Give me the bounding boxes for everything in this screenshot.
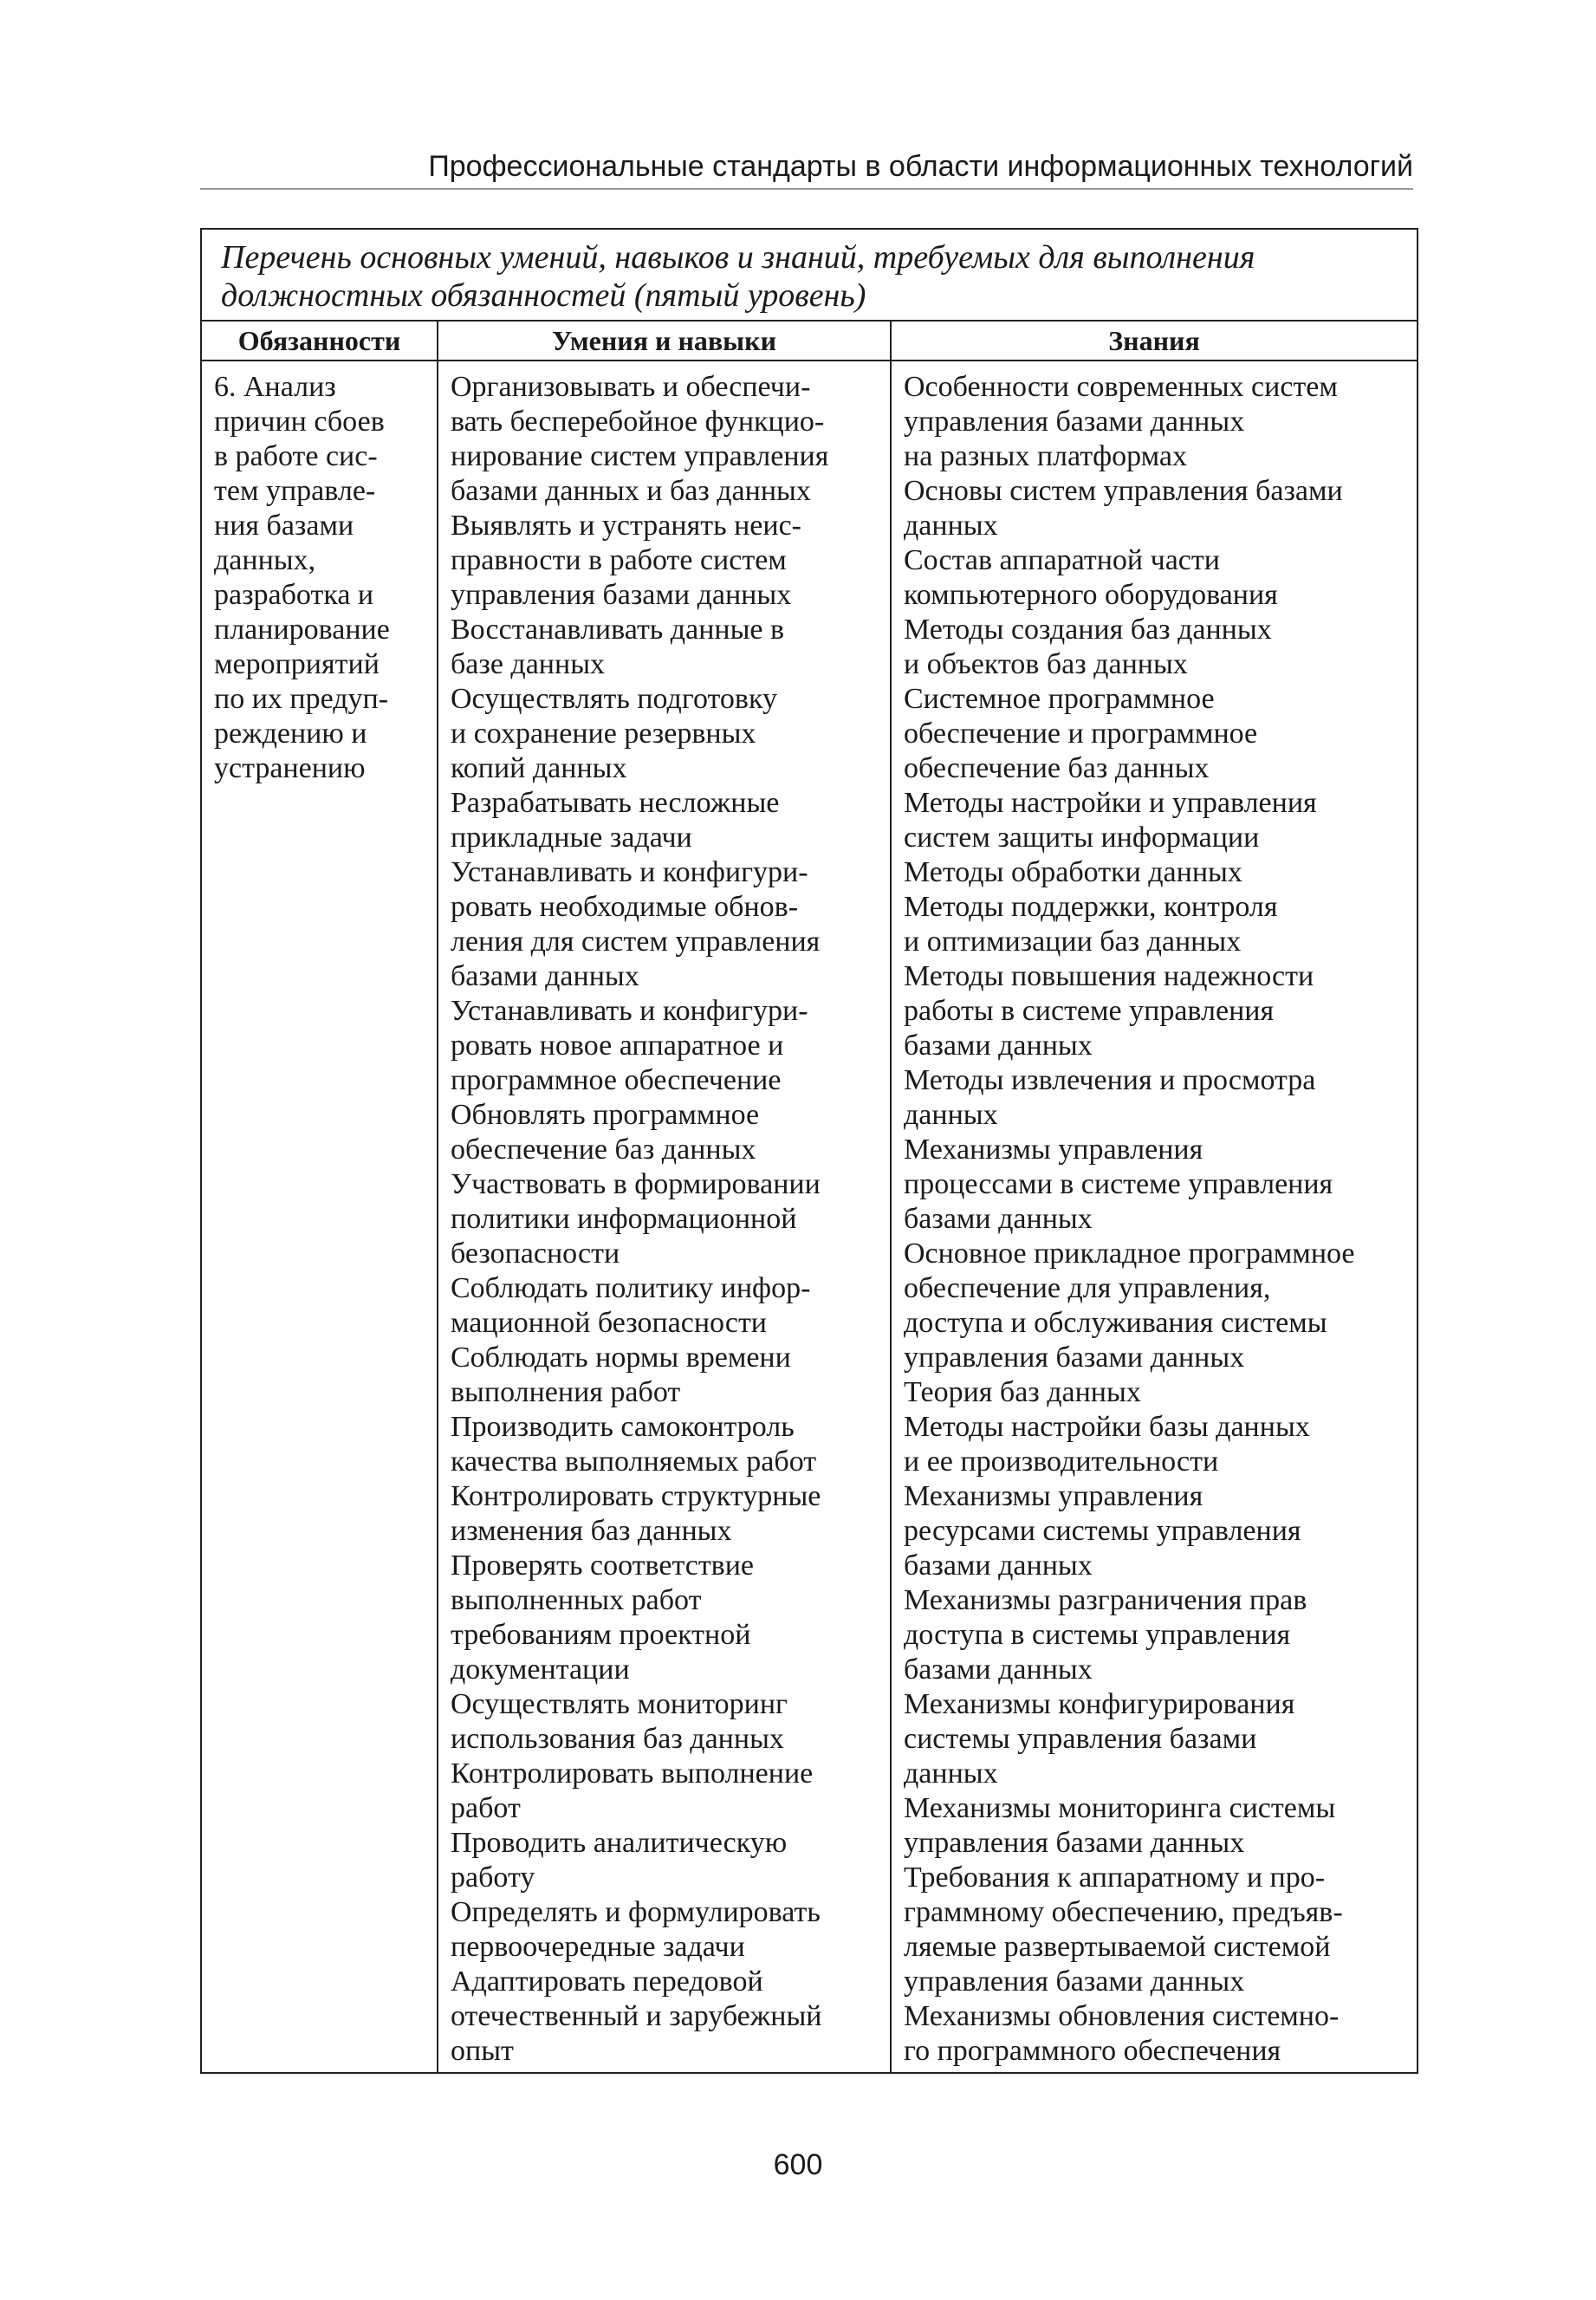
knowledge-line: Основы систем управления базами bbox=[904, 475, 1343, 507]
duties-line: реждению и bbox=[214, 718, 367, 750]
knowledge-line: данных bbox=[904, 1757, 998, 1790]
skills-line: выполнения работ bbox=[451, 1376, 681, 1408]
knowledge-line: ляемые развертываемой системой bbox=[904, 1931, 1331, 1963]
skills-line: Адаптировать передовой bbox=[451, 1965, 763, 1998]
header-skills: Умения и навыки bbox=[438, 321, 891, 361]
knowledge-line: ресурсами системы управления bbox=[904, 1515, 1301, 1547]
knowledge-line: управления базами данных bbox=[904, 406, 1245, 438]
knowledge-line: Механизмы управления bbox=[904, 1134, 1203, 1166]
skills-line: Соблюдать политику инфор- bbox=[451, 1272, 811, 1304]
skills-line: Контролировать выполнение bbox=[451, 1757, 814, 1790]
knowledge-line: систем защиты информации bbox=[904, 822, 1260, 854]
skills-line: опыт bbox=[451, 2035, 514, 2067]
duties-line: по их предуп- bbox=[214, 683, 389, 715]
skills-line: и сохранение резервных bbox=[451, 718, 756, 750]
knowledge-line: системы управления базами bbox=[904, 1723, 1257, 1755]
knowledge-line: Методы поддержки, контроля bbox=[904, 891, 1278, 923]
knowledge-line: доступа в системы управления bbox=[904, 1619, 1291, 1651]
running-header: Профессиональные стандарты в области информационных технологий bbox=[428, 150, 1413, 183]
knowledge-line: работы в системе управления bbox=[904, 995, 1275, 1027]
caption-line: должностных обязанностей (пятый уровень) bbox=[221, 277, 866, 314]
skills-line: Определять и формулировать bbox=[451, 1896, 821, 1928]
knowledge-line: компьютерного оборудования bbox=[904, 579, 1278, 611]
knowledge-line: базами данных bbox=[904, 1030, 1093, 1062]
duties-line: тем управле- bbox=[214, 475, 376, 507]
knowledge-line: управления базами данных bbox=[904, 1342, 1245, 1374]
skills-line: Осуществлять подготовку bbox=[451, 683, 778, 715]
skills-line: Контролировать структурные bbox=[451, 1480, 821, 1512]
header-row bbox=[201, 321, 1418, 361]
knowledge-line: Требования к аппаратному и про- bbox=[904, 1861, 1326, 1894]
duties-line: мероприятий bbox=[214, 648, 380, 680]
knowledge-line: базами данных bbox=[904, 1203, 1093, 1235]
header-duties: Обязанности bbox=[201, 321, 438, 361]
knowledge-line: Основное прикладное программное bbox=[904, 1238, 1355, 1270]
duties-line: в работе сис- bbox=[214, 440, 378, 472]
skills-line: прикладные задачи bbox=[451, 822, 692, 854]
knowledge-line: процессами в системе управления bbox=[904, 1168, 1333, 1200]
duties-line: ния базами bbox=[214, 510, 354, 542]
skills-line: ления для систем управления bbox=[451, 926, 821, 958]
knowledge-line: Механизмы обновления системно- bbox=[904, 2000, 1340, 2032]
knowledge-line: доступа и обслуживания системы bbox=[904, 1307, 1327, 1339]
header-knowledge: Знания bbox=[891, 321, 1418, 361]
skills-line: правности в работе систем bbox=[451, 544, 787, 576]
knowledge-line: Методы извлечения и просмотра bbox=[904, 1064, 1316, 1096]
duties-line: разработка и bbox=[214, 579, 374, 611]
knowledge-line: Методы повышения надежности bbox=[904, 960, 1314, 992]
skills-line: Участвовать в формировании bbox=[451, 1168, 821, 1200]
knowledge-line: на разных платформах bbox=[904, 440, 1187, 472]
knowledge-line: Методы обработки данных bbox=[904, 856, 1242, 888]
skills-line: ровать новое аппаратное и bbox=[451, 1030, 784, 1062]
skills-line: Организовывать и обеспечи- bbox=[451, 371, 811, 403]
skills-line: мационной безопасности bbox=[451, 1307, 768, 1339]
duties-cell bbox=[201, 361, 438, 2073]
skills-line: качества выполняемых работ bbox=[451, 1446, 817, 1478]
knowledge-line: Механизмы конфигурирования bbox=[904, 1688, 1295, 1720]
skills-cell bbox=[438, 361, 891, 2073]
skills-line: документации bbox=[451, 1654, 630, 1686]
skills-line: Обновлять программное bbox=[451, 1099, 760, 1131]
caption-line: Перечень основных умений, навыков и знаний, требуемых для выполнения bbox=[221, 239, 1255, 276]
knowledge-line: Состав аппаратной части bbox=[904, 544, 1220, 576]
knowledge-line: данных bbox=[904, 510, 998, 542]
skills-line: Проводить аналитическую bbox=[451, 1827, 788, 1859]
skills-line: Производить самоконтроль bbox=[451, 1411, 795, 1443]
knowledge-line: обеспечение для управления, bbox=[904, 1272, 1271, 1304]
knowledge-line: го программного обеспечения bbox=[904, 2035, 1281, 2067]
skills-line: программное обеспечение bbox=[451, 1064, 782, 1096]
page-number: 600 bbox=[773, 2148, 823, 2181]
knowledge-line: и объектов баз данных bbox=[904, 648, 1188, 680]
knowledge-line: базами данных bbox=[904, 1654, 1093, 1686]
skills-line: Разрабатывать несложные bbox=[451, 787, 780, 819]
duties-line: 6. Анализ bbox=[214, 371, 336, 403]
skills-line: нирование систем управления bbox=[451, 440, 829, 472]
caption-row bbox=[201, 229, 1418, 321]
knowledge-line: обеспечение баз данных bbox=[904, 752, 1210, 784]
table-row bbox=[201, 361, 1418, 2073]
knowledge-line: Особенности современных систем bbox=[904, 371, 1338, 403]
skills-line: изменения баз данных bbox=[451, 1515, 732, 1547]
skills-line: управления базами данных bbox=[451, 579, 792, 611]
knowledge-line: и оптимизации баз данных bbox=[904, 926, 1242, 958]
duties-line: данных, bbox=[214, 544, 316, 576]
skills-line: копий данных bbox=[451, 752, 627, 784]
skills-line: Устанавливать и конфигури- bbox=[451, 856, 808, 888]
skills-line: использования баз данных bbox=[451, 1723, 784, 1755]
skills-line: Выявлять и устранять неис- bbox=[451, 510, 801, 542]
duties-line: причин сбоев bbox=[214, 406, 385, 438]
skills-line: базе данных bbox=[451, 648, 606, 680]
skills-line: выполненных работ bbox=[451, 1584, 702, 1616]
knowledge-cell bbox=[891, 361, 1418, 2073]
skills-line: обеспечение баз данных bbox=[451, 1134, 756, 1166]
knowledge-line: Методы настройки базы данных bbox=[904, 1411, 1310, 1443]
skills-line: Соблюдать нормы времени bbox=[451, 1342, 791, 1374]
skills-line: первоочередные задачи bbox=[451, 1931, 745, 1963]
skills-line: базами данных bbox=[451, 960, 639, 992]
knowledge-line: базами данных bbox=[904, 1550, 1093, 1582]
knowledge-line: управления базами данных bbox=[904, 1965, 1245, 1998]
skills-line: требованиям проектной bbox=[451, 1619, 751, 1651]
knowledge-line: Механизмы мониторинга системы bbox=[904, 1792, 1336, 1824]
knowledge-line: граммному обеспечению, предъяв- bbox=[904, 1896, 1343, 1928]
skills-line: Осуществлять мониторинг bbox=[451, 1688, 788, 1720]
knowledge-line: Механизмы разграничения прав bbox=[904, 1584, 1307, 1616]
knowledge-line: обеспечение и программное bbox=[904, 718, 1258, 750]
knowledge-line: управления базами данных bbox=[904, 1827, 1245, 1859]
skills-line: работу bbox=[451, 1861, 535, 1894]
skills-line: ровать необходимые обнов- bbox=[451, 891, 799, 923]
duties-line: планирование bbox=[214, 614, 390, 646]
knowledge-line: Теория баз данных bbox=[904, 1376, 1141, 1408]
header-rule bbox=[200, 188, 1413, 190]
skills-line: Устанавливать и конфигури- bbox=[451, 995, 808, 1027]
duties-line: устранению bbox=[214, 752, 366, 784]
knowledge-line: и ее производительности bbox=[904, 1446, 1219, 1478]
skills-line: работ bbox=[451, 1792, 521, 1824]
skills-line: Восстанавливать данные в bbox=[451, 614, 785, 646]
skills-line: вать бесперебойное функцио- bbox=[451, 406, 825, 438]
competency-table bbox=[200, 228, 1418, 2074]
knowledge-line: Методы настройки и управления bbox=[904, 787, 1317, 819]
skills-line: безопасности bbox=[451, 1238, 620, 1270]
skills-line: отечественный и зарубежный bbox=[451, 2000, 822, 2032]
skills-line: политики информационной bbox=[451, 1203, 797, 1235]
skills-line: базами данных и баз данных bbox=[451, 475, 811, 507]
knowledge-line: Системное программное bbox=[904, 683, 1215, 715]
knowledge-line: данных bbox=[904, 1099, 998, 1131]
knowledge-line: Механизмы управления bbox=[904, 1480, 1203, 1512]
table-caption bbox=[201, 229, 1418, 321]
knowledge-line: Методы создания баз данных bbox=[904, 614, 1272, 646]
skills-line: Проверять соответствие bbox=[451, 1550, 755, 1582]
